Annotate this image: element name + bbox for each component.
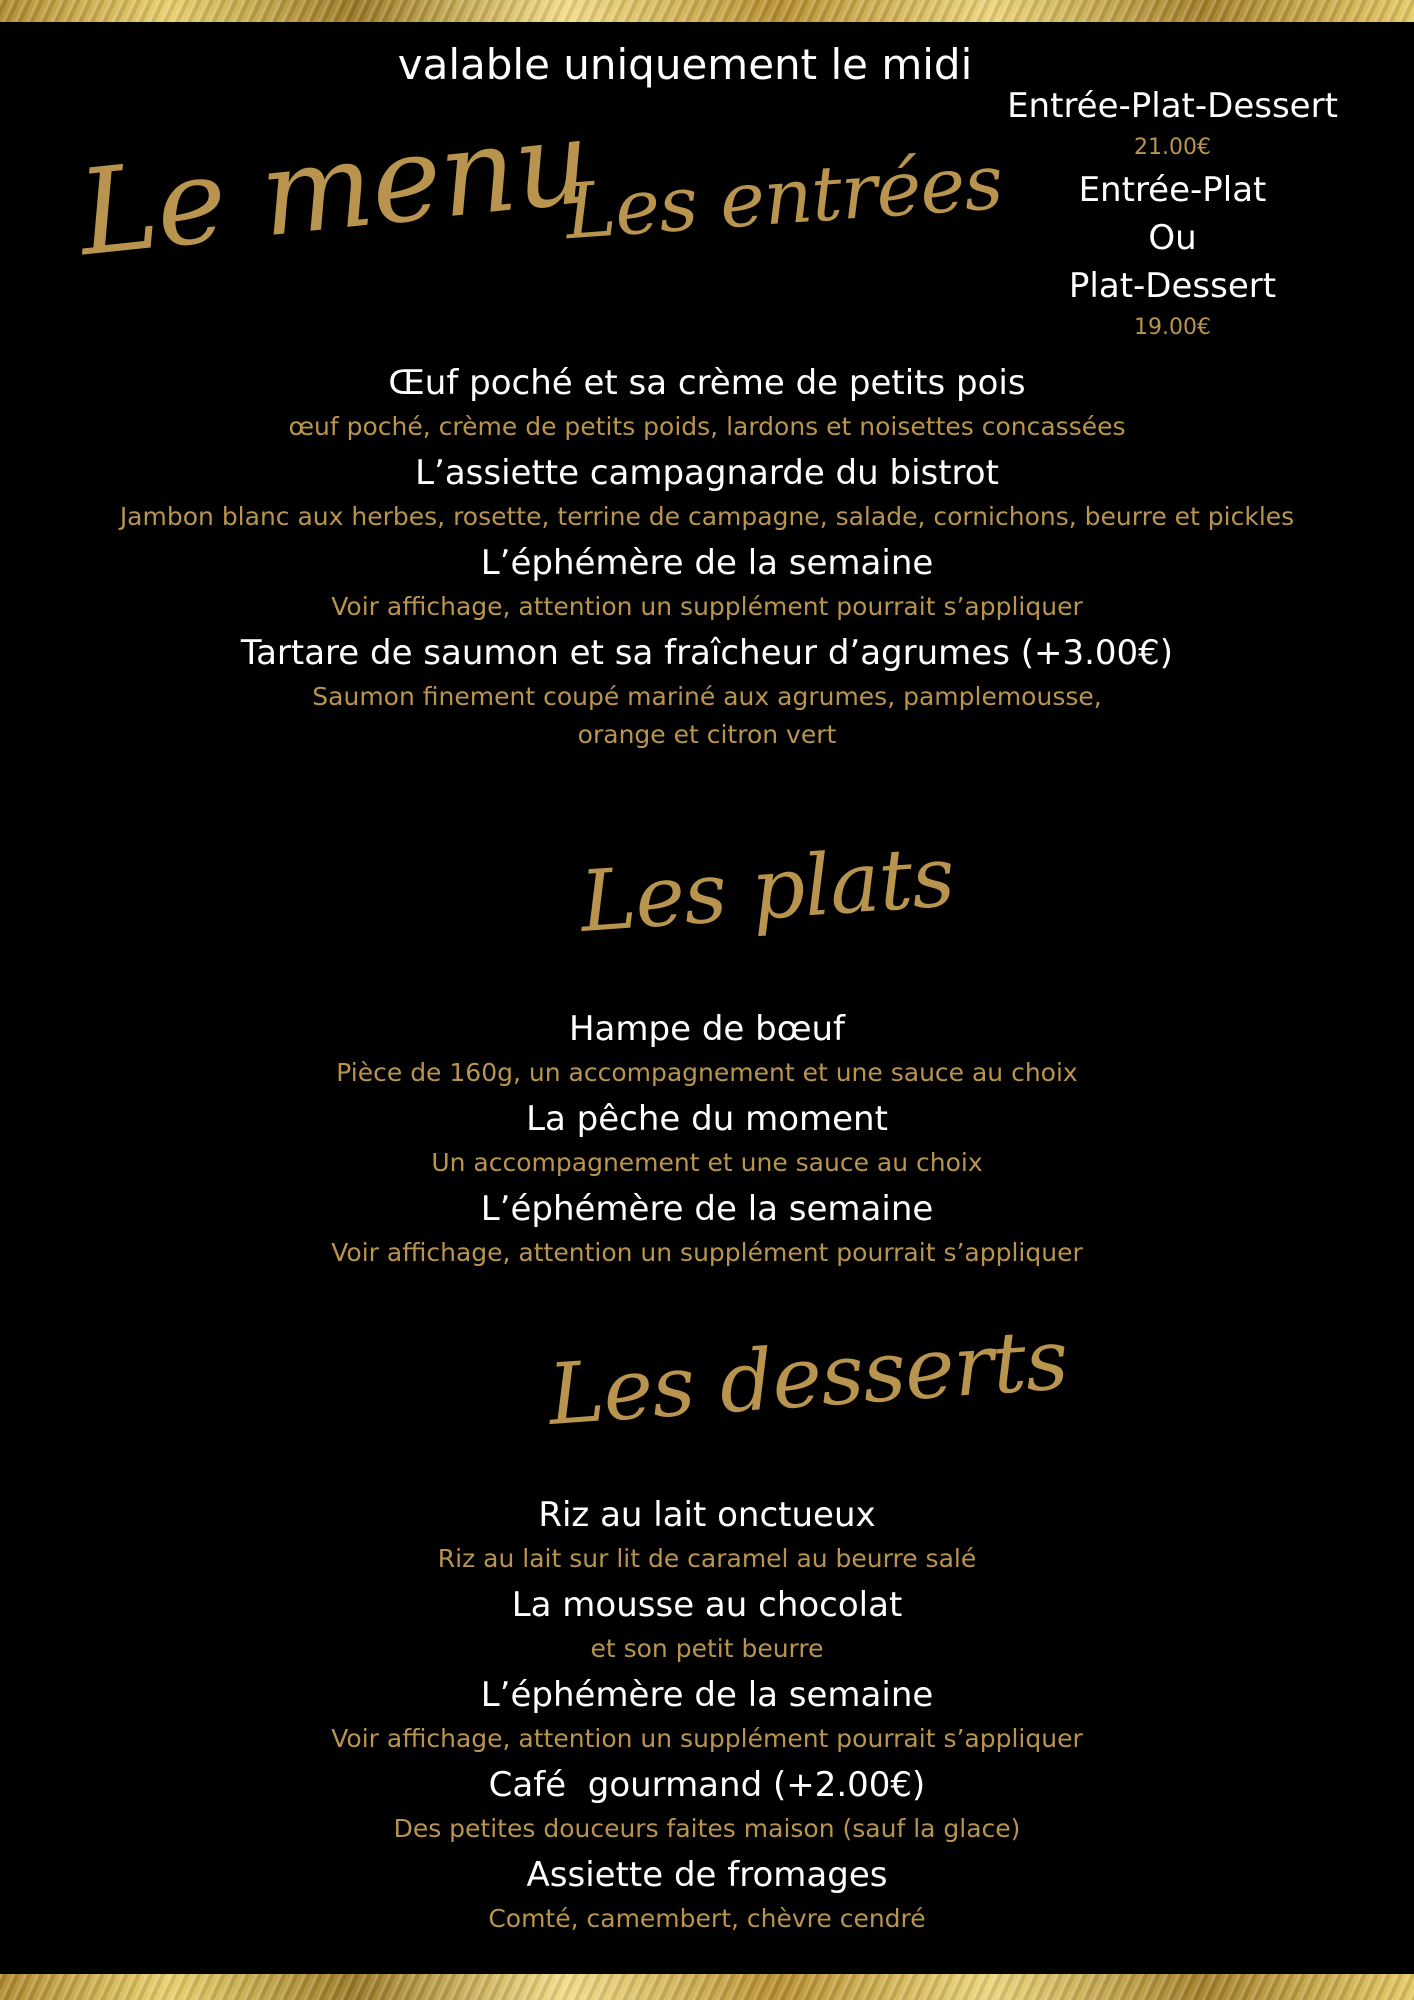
bottom-gold-border: [0, 1974, 1414, 2000]
menu-item-name: L’éphémère de la semaine: [480, 1189, 934, 1229]
formula-partial-line1: Entrée-Plat: [1078, 170, 1267, 210]
menu-item-desc-line: orange et citron vert: [577, 720, 837, 749]
menu-item-desc: Comté, camembert, chèvre cendré: [488, 1904, 926, 1933]
menu-item-desc-line: Saumon finement coupé mariné aux agrumes, pamplemousse,: [312, 682, 1102, 711]
menu-item-name: Hampe de bœuf: [568, 1009, 846, 1049]
menu-item-desc: Voir affichage, attention un supplément pourrait s’appliquer: [331, 592, 1083, 621]
menu-item-desc: et son petit beurre: [590, 1634, 824, 1663]
entrees-section: [40, 358, 1374, 756]
menu-item-name: Œuf poché et sa crème de petits pois: [388, 363, 1026, 403]
menu-item-desc: Un accompagnement et une sauce au choix: [431, 1148, 983, 1177]
menu-item-desc: Pièce de 160g, un accompagnement et une sauce au choix: [336, 1058, 1078, 1087]
plats-section: [40, 1004, 1374, 1274]
menu-item-desc: Voir affichage, attention un supplément pourrait s’appliquer: [331, 1724, 1083, 1753]
menu-item-name: L’assiette campagnarde du bistrot: [415, 453, 999, 493]
menu-item-name: Assiette de fromages: [526, 1855, 888, 1895]
menu-item-desc: Riz au lait sur lit de caramel au beurre salé: [437, 1544, 977, 1573]
pricing-box: [1000, 82, 1345, 346]
menu-item-name: L’éphémère de la semaine: [480, 543, 934, 583]
top-gold-border: [0, 0, 1414, 22]
lunch-only-note: valable uniquement le midi: [397, 40, 973, 89]
plats-heading: Les plats: [577, 827, 957, 951]
menu-item-desc: [40, 678, 1374, 754]
menu-item-name: La pêche du moment: [526, 1099, 888, 1139]
menu-item-name: Riz au lait onctueux: [538, 1495, 876, 1535]
price-full: 21.00€: [1134, 135, 1211, 160]
menu-item-desc: Des petites douceurs faites maison (sauf la glace): [393, 1814, 1021, 1843]
menu-title-script: Le menu: [72, 91, 597, 283]
price-partial: 19.00€: [1134, 315, 1211, 340]
menu-item-name: Café gourmand (+2.00€): [488, 1765, 926, 1805]
formula-full: Entrée-Plat-Dessert: [1007, 86, 1338, 126]
desserts-heading: Les desserts: [545, 1309, 1071, 1445]
menu-item-desc: œuf poché, crème de petits poids, lardons et noisettes concassées: [288, 412, 1126, 441]
desserts-section: [40, 1490, 1374, 1940]
menu-item-desc: Voir affichage, attention un supplément pourrait s’appliquer: [331, 1238, 1083, 1267]
entrees-heading: Les entrées: [562, 136, 1005, 257]
menu-item-name: La mousse au chocolat: [511, 1585, 903, 1625]
formula-partial-line2: Ou: [1148, 218, 1197, 258]
formula-partial-line3: Plat-Dessert: [1068, 266, 1277, 306]
menu-item-desc: Jambon blanc aux herbes, rosette, terrine de campagne, salade, cornichons, beurre et pickles: [119, 502, 1295, 531]
menu-item-name: L’éphémère de la semaine: [480, 1675, 934, 1715]
menu-item-name: Tartare de saumon et sa fraîcheur d’agrumes (+3.00€): [240, 633, 1174, 673]
